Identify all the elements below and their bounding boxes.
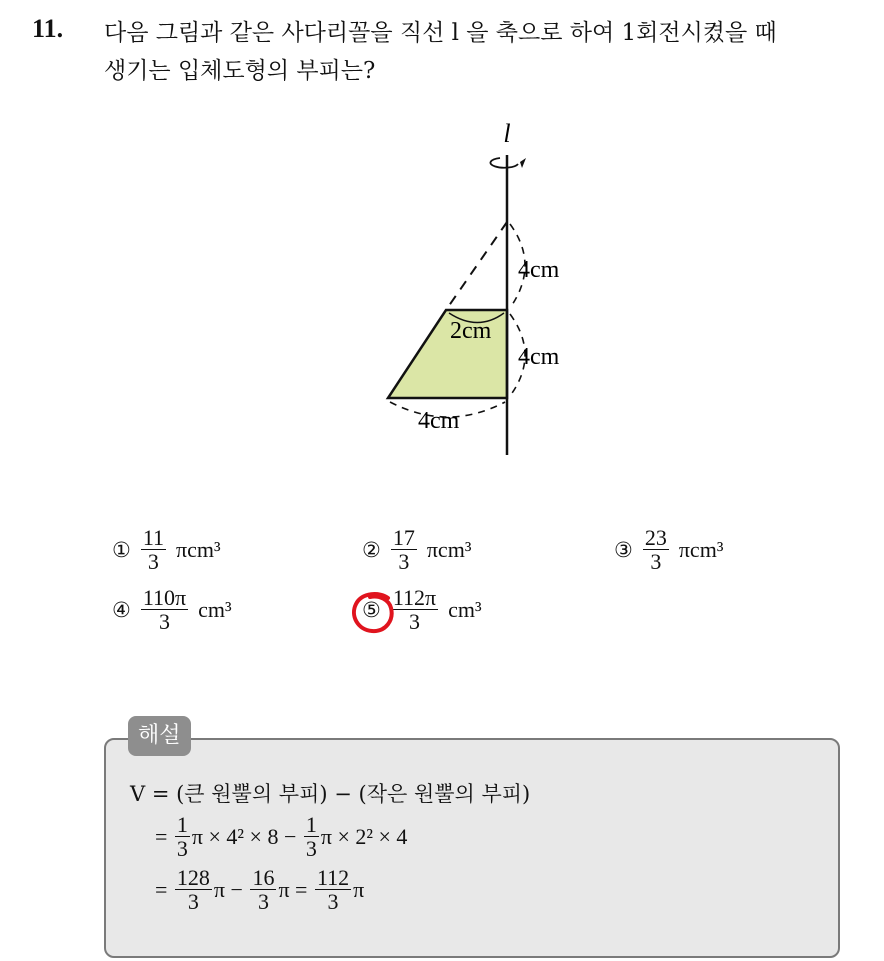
upper-height-label: 4cm — [518, 257, 560, 283]
trapezoid-rotation-figure — [360, 110, 600, 470]
rotation-arrowhead-icon — [520, 158, 526, 168]
choice-fraction: $\frac{110\pi}{3}$ — [142, 585, 187, 635]
choice-unit: cm³ — [448, 596, 482, 622]
solution-line-3: = $\frac{128}{3}$ π − $\frac{16}{3}$ π = $\frac{112}{3}$ π — [155, 865, 365, 915]
choice-unit: cm³ — [198, 596, 232, 622]
choice-unit: πcm³ — [176, 536, 221, 562]
choice-fraction: $\frac{112\pi}{3}$ — [392, 585, 437, 635]
choice-2[interactable] — [362, 526, 471, 573]
choice-mark: ② — [362, 537, 381, 562]
choice-unit: πcm³ — [678, 536, 724, 562]
cone-extension-line — [446, 222, 507, 310]
rotation-arrow-icon — [490, 158, 518, 168]
choice-unit: πcm³ — [426, 536, 472, 562]
question-number: 11. — [32, 14, 64, 43]
choice-mark: ③ — [614, 537, 633, 562]
choice-mark: ④ — [112, 597, 131, 622]
axis-label: l — [503, 119, 511, 148]
solution-line-1: V = (큰 원뿔의 부피) − (작은 원뿔의 부피) — [130, 782, 531, 806]
selected-answer-ring-icon — [350, 590, 398, 636]
choice-fraction: $\frac{23}{3}$ — [644, 525, 667, 575]
choice-mark: ① — [112, 537, 131, 562]
question-text: 다음 그림과 같은 사다리꼴을 직선 l 을 축으로 하여 1회전시켰을 때 생기는 입체도형의 부피는? — [104, 20, 777, 84]
choice-3[interactable] — [614, 526, 723, 573]
solution-line-2: = $\frac{1}{3}$ π × 4² × 8 − $\frac{1}{3}$ π × 2² × 4 — [155, 812, 408, 862]
choice-fraction: $\frac{11}{3}$ — [142, 525, 165, 575]
choice-1[interactable] — [112, 526, 221, 573]
choice-mark: ⑤ — [362, 597, 381, 622]
solution-tag: 해설 — [128, 716, 191, 756]
choice-4[interactable] — [112, 586, 232, 633]
top-width-label: 2cm — [450, 318, 492, 344]
bottom-width-label: 4cm — [418, 408, 460, 434]
lower-height-label: 4cm — [518, 344, 560, 370]
choice-fraction: $\frac{17}{3}$ — [392, 525, 415, 575]
